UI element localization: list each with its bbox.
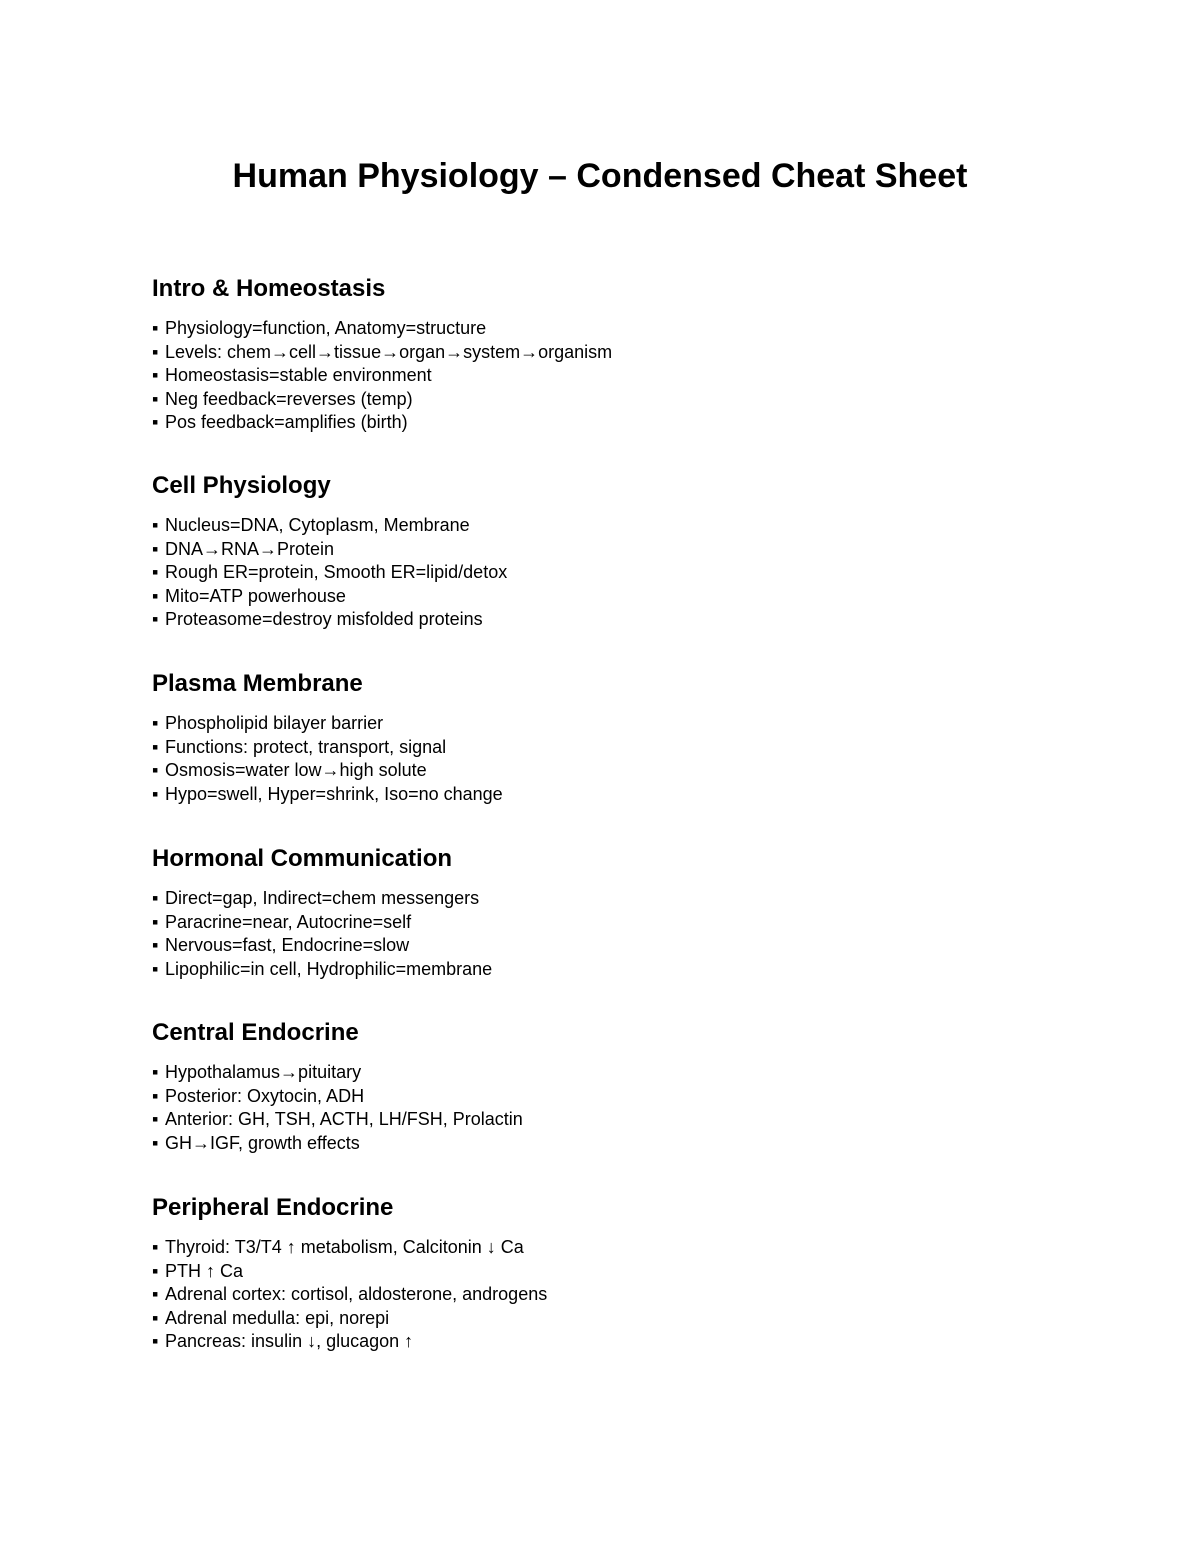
bullet-icon: ▪ [152,609,159,629]
list-item: ▪ Adrenal cortex: cortisol, aldosterone, androgens [152,1283,1052,1307]
bullet-icon: ▪ [152,341,159,362]
section-hormonal-communication [152,844,1052,981]
bullet-icon: ▪ [152,1260,159,1281]
bullet-icon: ▪ [152,388,159,409]
list-item: ▪ Rough ER=protein, Smooth ER=lipid/detox [152,561,1052,585]
list-item: ▪ Pos feedback=amplifies (birth) [152,411,1052,435]
bullet-list [152,887,1052,981]
list-item: ▪ Mito=ATP powerhouse [152,585,1052,609]
section-plasma-membrane [152,669,1052,806]
section-intro-homeostasis [152,274,1052,435]
bullet-icon: ▪ [152,1284,159,1304]
list-item: ▪ Proteasome=destroy misfolded proteins [152,608,1052,632]
bullet-icon: ▪ [152,888,159,908]
list-item: ▪ Anterior: GH, TSH, ACTH, LH/FSH, Prolactin [152,1108,1052,1132]
section-heading: Peripheral Endocrine [152,1194,394,1221]
bullet-icon: ▪ [152,911,159,932]
list-item: ▪ Homeostasis=stable environment [152,364,1052,388]
section-heading: Cell Physiology [152,472,331,499]
bullet-list [152,514,1052,632]
bullet-icon: ▪ [152,538,159,559]
bullet-icon: ▪ [152,1331,159,1351]
list-item: ▪ DNA→RNA→Protein [152,538,1052,562]
list-item: ▪ Posterior: Oxytocin, ADH [152,1085,1052,1109]
bullet-list [152,712,1052,806]
bullet-icon: ▪ [152,515,159,535]
bullet-icon: ▪ [152,585,159,606]
list-item: ▪ Nervous=fast, Endocrine=slow [152,934,1052,958]
list-item: ▪ Thyroid: T3/T4 ↑ metabolism, Calcitonin ↓ Ca [152,1236,1052,1260]
bullet-icon: ▪ [152,935,159,955]
list-item: ▪ Neg feedback=reverses (temp) [152,388,1052,412]
list-item: ▪ Hypo=swell, Hyper=shrink, Iso=no change [152,783,1052,807]
bullet-list [152,317,1052,435]
list-item: ▪ Paracrine=near, Autocrine=self [152,911,1052,935]
bullet-icon: ▪ [152,760,159,780]
bullet-icon: ▪ [152,713,159,733]
list-item: ▪ Levels: chem→cell→tissue→organ→system→organism [152,341,1052,365]
page-title: Human Physiology – Condensed Cheat Sheet [232,157,968,195]
bullet-icon: ▪ [152,1085,159,1106]
bullet-icon: ▪ [152,1132,159,1153]
bullet-icon: ▪ [152,736,159,757]
bullet-icon: ▪ [152,1237,159,1257]
list-item: ▪ Pancreas: insulin ↓, glucagon ↑ [152,1330,1052,1354]
bullet-icon: ▪ [152,562,159,582]
bullet-icon: ▪ [152,958,159,979]
list-item: ▪ Lipophilic=in cell, Hydrophilic=membrane [152,958,1052,982]
section-heading: Intro & Homeostasis [152,275,386,302]
list-item: ▪ Hypothalamus→pituitary [152,1061,1052,1085]
bullet-icon: ▪ [152,1109,159,1129]
list-item: ▪ Physiology=function, Anatomy=structure [152,317,1052,341]
section-peripheral-endocrine [152,1193,1052,1354]
bullet-icon: ▪ [152,783,159,804]
list-item: ▪ Functions: protect, transport, signal [152,736,1052,760]
bullet-list [152,1061,1052,1155]
list-item: ▪ Adrenal medulla: epi, norepi [152,1307,1052,1331]
bullet-icon: ▪ [152,1062,159,1082]
section-heading: Hormonal Communication [152,845,453,872]
list-item: ▪ GH→IGF, growth effects [152,1132,1052,1156]
list-item: ▪ Osmosis=water low→high solute [152,759,1052,783]
list-item: ▪ PTH ↑ Ca [152,1260,1052,1284]
bullet-icon: ▪ [152,412,159,432]
section-cell-physiology [152,471,1052,632]
list-item: ▪ Phospholipid bilayer barrier [152,712,1052,736]
section-heading: Central Endocrine [152,1019,359,1046]
bullet-icon: ▪ [152,365,159,385]
bullet-icon: ▪ [152,318,159,338]
section-heading: Plasma Membrane [152,670,363,697]
bullet-icon: ▪ [152,1307,159,1328]
bullet-list [152,1236,1052,1354]
list-item: ▪ Nucleus=DNA, Cytoplasm, Membrane [152,514,1052,538]
list-item: ▪ Direct=gap, Indirect=chem messengers [152,887,1052,911]
section-central-endocrine [152,1018,1052,1155]
